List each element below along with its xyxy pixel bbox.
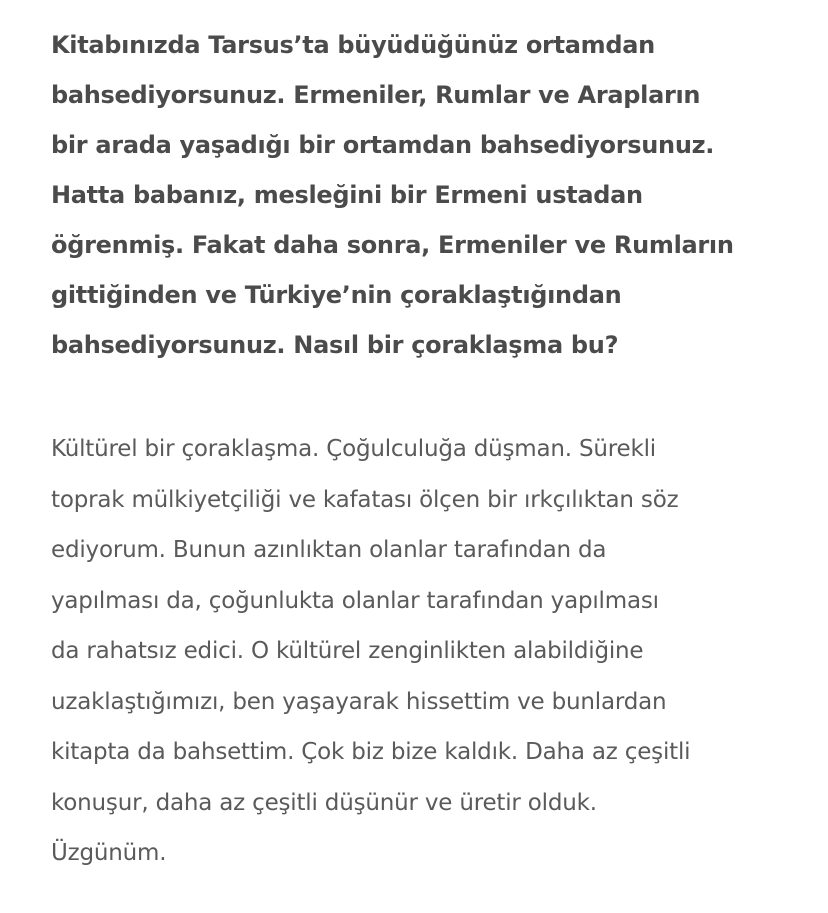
question-line: öğrenmiş. Fakat daha sonra, Ermeniler ve Rumların bbox=[51, 231, 734, 259]
answer-line: da rahatsız edici. O kültürel zenginlikten alabildiğine bbox=[51, 638, 644, 664]
question-line: Kitabınızda Tarsus’ta büyüdüğünüz ortamdan bbox=[51, 31, 655, 59]
answer-line: uzaklaştığımızı, ben yaşayarak hissettim ve bunlardan bbox=[51, 688, 667, 715]
answer-line: konuşur, daha az çeşitli düşünür ve üretir olduk. bbox=[51, 789, 597, 816]
article-body bbox=[51, 20, 791, 879]
answer-line: kitapta da bahsettim. Çok biz bize kaldık. Daha az çeşitli bbox=[51, 739, 691, 765]
answer-line: toprak mülkiyetçiliği ve kafatası ölçen bir ırkçılıktan söz bbox=[51, 486, 679, 513]
question-line: bir arada yaşadığı bir ortamdan bahsediyorsunuz. bbox=[51, 131, 715, 159]
answer-line: ediyorum. Bunun azınlıktan olanlar tarafından da bbox=[51, 537, 607, 563]
interview-question bbox=[51, 20, 791, 370]
answer-line: Kültürel bir çoraklaşma. Çoğulculuğa düşman. Sürekli bbox=[51, 436, 656, 462]
answer-line: Üzgünüm. bbox=[51, 840, 167, 866]
answer-line: yapılması da, çoğunlukta olanlar tarafından yapılması bbox=[51, 587, 659, 614]
question-line: gittiğinden ve Türkiye’nin çoraklaştığından bbox=[51, 281, 622, 309]
question-line: bahsediyorsunuz. Nasıl bir çoraklaşma bu? bbox=[51, 331, 619, 359]
interview-answer bbox=[51, 424, 791, 879]
question-line: bahsediyorsunuz. Ermeniler, Rumlar ve Arapların bbox=[51, 81, 701, 109]
question-line: Hatta babanız, mesleğini bir Ermeni ustadan bbox=[51, 181, 643, 209]
